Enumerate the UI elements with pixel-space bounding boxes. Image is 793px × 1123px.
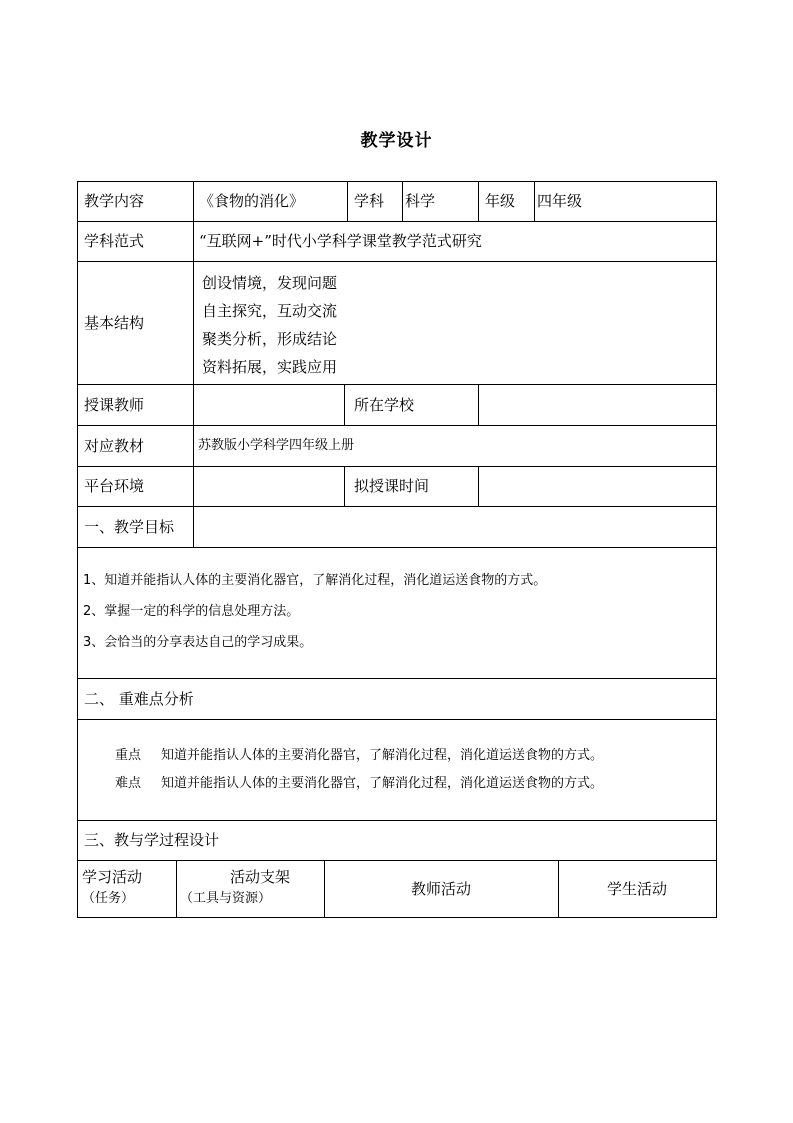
key-point-label: 重点: [115, 748, 142, 763]
process-col-teacher: 教师活动: [410, 879, 471, 898]
objective-item: 3、会恰当的分享表达自己的学习成果。: [83, 635, 313, 650]
process-col-scaffold-sub: （工具与资源）: [180, 891, 272, 906]
process-col-learning-activity-sub: （任务）: [82, 891, 135, 906]
key-points-heading: 二、 重难点分析: [84, 689, 194, 708]
objective-item: 2、掌握一定的科学的信息处理方法。: [83, 604, 300, 619]
school-value: [478, 384, 716, 425]
table-rule: [77, 719, 717, 720]
objectives-heading: 一、教学目标: [84, 517, 175, 536]
grade-label: 年级: [485, 192, 516, 210]
time-value: [478, 466, 716, 506]
subject-value: 科学: [405, 192, 436, 210]
lesson-plan-table: [77, 181, 717, 918]
process-col-student: 学生活动: [606, 879, 667, 898]
key-points-body: [77, 742, 716, 812]
table-rule: [716, 181, 717, 918]
objective-item: 1、知道并能指认人体的主要消化器官，了解消化过程，消化道运送食物的方式。: [83, 573, 547, 588]
paradigm-label: 学科范式: [84, 232, 145, 250]
process-col-scaffold-title: 活动支架: [230, 868, 291, 886]
key-point-row: [115, 742, 716, 770]
difficulty-row: [115, 770, 716, 798]
platform-label: 平台环境: [84, 477, 145, 495]
difficulty-text: 知道并能指认人体的主要消化器官，了解消化过程，消化道运送食物的方式。: [161, 776, 604, 791]
platform-value: [193, 466, 344, 506]
table-rule: [77, 917, 717, 918]
process-col-learning-activity: [77, 865, 176, 915]
structure-item: 资料拓展，实践应用: [202, 358, 338, 376]
textbook-value: 苏教版小学科学四年级上册: [198, 437, 355, 453]
document-title: 教学设计: [360, 131, 433, 151]
table-rule: [77, 547, 717, 548]
process-col-scaffold: [176, 865, 324, 915]
process-col-learning-activity-title: 学习活动: [82, 868, 143, 886]
content-value: 《食物的消化》: [199, 192, 305, 210]
textbook-label: 对应教材: [84, 436, 145, 455]
content-label: 教学内容: [84, 192, 145, 210]
teacher-label: 授课教师: [84, 395, 145, 414]
structure-item: 自主探究，互动交流: [202, 302, 338, 320]
school-label: 所在学校: [354, 395, 415, 414]
structure-label: 基本结构: [84, 313, 145, 332]
teacher-value: [193, 384, 344, 425]
time-label: 拟授课时间: [354, 477, 430, 495]
structure-item: 聚类分析，形成结论: [202, 330, 338, 348]
difficulty-label: 难点: [115, 776, 142, 791]
grade-value: 四年级: [537, 192, 583, 210]
structure-item: 创设情境，发现问题: [202, 274, 338, 292]
paradigm-value: “互联网+”时代小学科学课堂教学范式研究: [199, 232, 482, 250]
key-point-text: 知道并能指认人体的主要消化器官，了解消化过程，消化道运送食物的方式。: [161, 748, 604, 763]
subject-label: 学科: [354, 192, 385, 210]
objectives-list: [77, 565, 716, 675]
process-heading: 三、教与学过程设计: [84, 831, 220, 849]
structure-list: [193, 269, 716, 381]
